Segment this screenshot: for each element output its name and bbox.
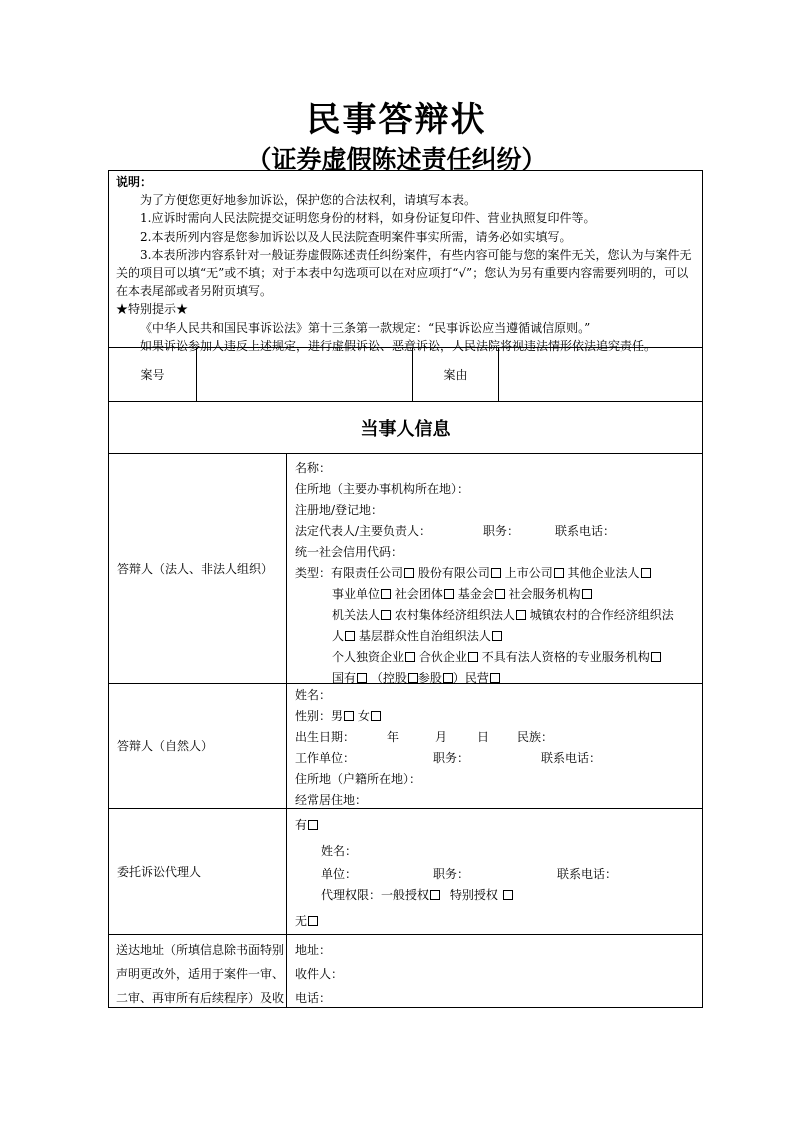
type-option: 社会服务机构	[508, 587, 581, 601]
type-option: 其他企业法人	[567, 566, 640, 580]
instruction-text: 2.本表所列内容是您参加诉讼以及人民法院查明案件事实所需，请务必如实填写。	[140, 229, 572, 244]
agent-name-field[interactable]: 姓名：	[321, 844, 358, 858]
type-option: 有限责任公司	[331, 566, 404, 580]
case-cause-label: 案由	[413, 348, 499, 401]
type-option: 参股	[417, 671, 442, 685]
checkbox[interactable]	[443, 673, 453, 683]
type-option: 个人独资企业	[332, 650, 405, 664]
case-number-field[interactable]	[197, 348, 413, 401]
authority-label: 代理权限：	[321, 888, 382, 902]
domicile-field[interactable]: 住所地（户籍所在地）：	[295, 772, 422, 786]
credit-code-field[interactable]: 统一社会信用代码：	[295, 545, 404, 559]
female-option: 女	[357, 709, 370, 723]
checkbox[interactable]	[345, 631, 355, 641]
checkbox[interactable]	[641, 568, 651, 578]
position-label[interactable]: 职务：	[483, 524, 520, 538]
org-type-row4	[295, 626, 702, 647]
agent-has-line	[295, 815, 318, 836]
gender-label: 性别：	[295, 709, 332, 723]
service-address-field[interactable]: 地址：	[295, 943, 332, 957]
document-title: 民事答辩状	[306, 100, 487, 140]
checkbox[interactable]	[308, 916, 318, 926]
checkbox[interactable]	[381, 610, 391, 620]
instruction-text: 1.应诉时需向人民法院提交证明您身份的材料，如身份证复印件、营业执照复印件等。	[140, 211, 596, 226]
year-label: 年	[387, 730, 400, 744]
party-section-title: 当事人信息	[109, 402, 702, 454]
type-option: ）民营	[452, 671, 489, 685]
instructions-block	[109, 171, 702, 353]
type-option: 不具有法人资格的专业服务机构	[481, 650, 650, 664]
employer-line	[295, 748, 702, 769]
checkbox[interactable]	[516, 610, 526, 620]
checkbox[interactable]	[444, 589, 454, 599]
checkbox[interactable]	[468, 652, 478, 662]
gender-line	[295, 706, 702, 727]
recipient-field[interactable]: 收件人：	[295, 967, 344, 981]
service-phone-field[interactable]: 电话：	[295, 991, 332, 1005]
service-label-line: 送达地址（所填信息除书面特别	[116, 943, 285, 957]
phone-label[interactable]: 联系电话：	[555, 524, 616, 538]
agent-fields	[287, 809, 702, 934]
month-label: 月	[435, 730, 448, 744]
instruction-text: 为了方便您更好地参加诉讼，保护您的合法权利，请填写本表。	[140, 193, 477, 208]
legal-rep-label[interactable]: 法定代表人/主要负责人：	[295, 524, 432, 538]
checkbox[interactable]	[554, 568, 564, 578]
org-reg-place-field[interactable]: 注册地/登记地：	[295, 503, 384, 517]
agent-employer-label[interactable]: 单位：	[321, 867, 358, 881]
person-name-field[interactable]: 姓名：	[295, 688, 332, 702]
type-option: 股份有限公司	[417, 566, 490, 580]
org-address-field[interactable]: 住所地（主要办事机构所在地）：	[295, 482, 470, 496]
org-respondent-label: 答辩人（法人、非法人组织）	[109, 454, 287, 683]
checkbox[interactable]	[408, 673, 418, 683]
checkbox[interactable]	[490, 673, 500, 683]
instruction-text: 《中华人民共和国民事诉讼法》第十三条第一款规定：“民事诉讼应当遵循诚信原则。”	[140, 320, 591, 335]
checkbox[interactable]	[344, 711, 354, 721]
checkbox[interactable]	[651, 652, 661, 662]
checkbox[interactable]	[308, 820, 318, 830]
checkbox[interactable]	[381, 589, 391, 599]
agent-phone-label[interactable]: 联系电话：	[557, 867, 618, 881]
org-name-field[interactable]: 名称：	[295, 461, 332, 475]
position-label[interactable]: 职务：	[433, 751, 470, 765]
type-option: 合伙企业	[418, 650, 467, 664]
type-option: 农村集体经济组织法人	[394, 608, 515, 622]
has-option: 有	[295, 818, 308, 832]
service-address-row	[109, 935, 702, 1007]
type-option: 事业单位	[332, 587, 381, 601]
type-option: 社会团体	[394, 587, 443, 601]
org-respondent-fields	[287, 454, 702, 683]
type-label: 类型：	[295, 566, 332, 580]
ethnicity-label[interactable]: 民族：	[517, 730, 554, 744]
male-option: 男	[331, 709, 344, 723]
special-authority-option: 特别授权	[449, 888, 498, 902]
case-row	[109, 348, 702, 402]
none-option: 无	[295, 914, 308, 928]
type-option: 基层群众性自治组织法人	[358, 629, 491, 643]
org-type-row1	[295, 563, 702, 584]
checkbox[interactable]	[405, 652, 415, 662]
checkbox[interactable]	[582, 589, 592, 599]
instruction-text: 如果诉讼参加人违反上述规定，进行虚假诉讼、恶意诉讼，人民法院将视违法情形依法追究责任。	[140, 338, 657, 353]
checkbox[interactable]	[492, 631, 502, 641]
service-label-line: 声明更改外，适用于案件一审、	[116, 967, 285, 981]
general-authority-option: 一般授权	[381, 888, 430, 902]
agent-authority-line	[321, 885, 513, 906]
instructions-heading: 说明：	[116, 175, 153, 189]
checkbox[interactable]	[491, 568, 501, 578]
org-type-row3	[295, 605, 702, 626]
type-option: 基金会	[457, 587, 494, 601]
checkbox[interactable]	[495, 589, 505, 599]
birth-label[interactable]: 出生日期：	[295, 730, 356, 744]
type-option: 城镇农村的合作经济组织法	[529, 608, 674, 622]
instruction-text: 3.本表所涉内容系针对一般证券虚假陈述责任纠纷案件，有些内容可能与您的案件无关，您认为与案件无关的项目可以填“无”或不填；对于本表中勾选项可以在对应项打“√”；您认为另有重要内容需要列明的，可以在本表尾部或者另附页填写。	[116, 247, 692, 299]
type-option: 上市公司	[504, 566, 553, 580]
agent-position-label[interactable]: 职务：	[433, 867, 470, 881]
day-label: 日	[477, 730, 490, 744]
agent-none-line	[295, 911, 318, 932]
service-fields	[287, 935, 702, 1007]
form-table	[108, 170, 703, 1008]
checkbox[interactable]	[371, 711, 381, 721]
agent-label: 委托诉讼代理人	[109, 809, 287, 934]
type-option: 机关法人	[332, 608, 381, 622]
org-legal-rep-line	[295, 521, 702, 542]
checkbox[interactable]	[357, 673, 367, 683]
org-respondent-row	[109, 454, 702, 684]
org-type-row2	[295, 584, 702, 605]
checkbox[interactable]	[503, 890, 513, 900]
birth-line	[295, 727, 702, 748]
residence-field[interactable]: 经常居住地：	[295, 793, 368, 807]
checkbox[interactable]	[404, 568, 414, 578]
natural-respondent-fields	[287, 684, 702, 808]
service-label-line: 二审、再审所有后续程序）及收	[116, 991, 285, 1005]
case-number-label: 案号	[109, 348, 197, 401]
agent-employer-line	[321, 864, 696, 885]
checkbox[interactable]	[430, 890, 440, 900]
type-option: （控股	[370, 671, 407, 685]
employer-label[interactable]: 工作单位：	[295, 751, 356, 765]
case-cause-field[interactable]	[499, 348, 702, 401]
org-type-row5	[295, 647, 702, 668]
natural-respondent-row	[109, 684, 702, 809]
phone-label[interactable]: 联系电话：	[541, 751, 602, 765]
service-address-label	[109, 935, 287, 1007]
document-subtitle: （证券虚假陈述责任纠纷）	[246, 145, 547, 174]
agent-row	[109, 809, 702, 935]
type-option: 国有	[332, 671, 357, 685]
natural-respondent-label: 答辩人（自然人）	[109, 684, 287, 808]
special-notice-heading: ★特别提示★	[116, 302, 189, 317]
type-option: 人	[332, 629, 345, 643]
